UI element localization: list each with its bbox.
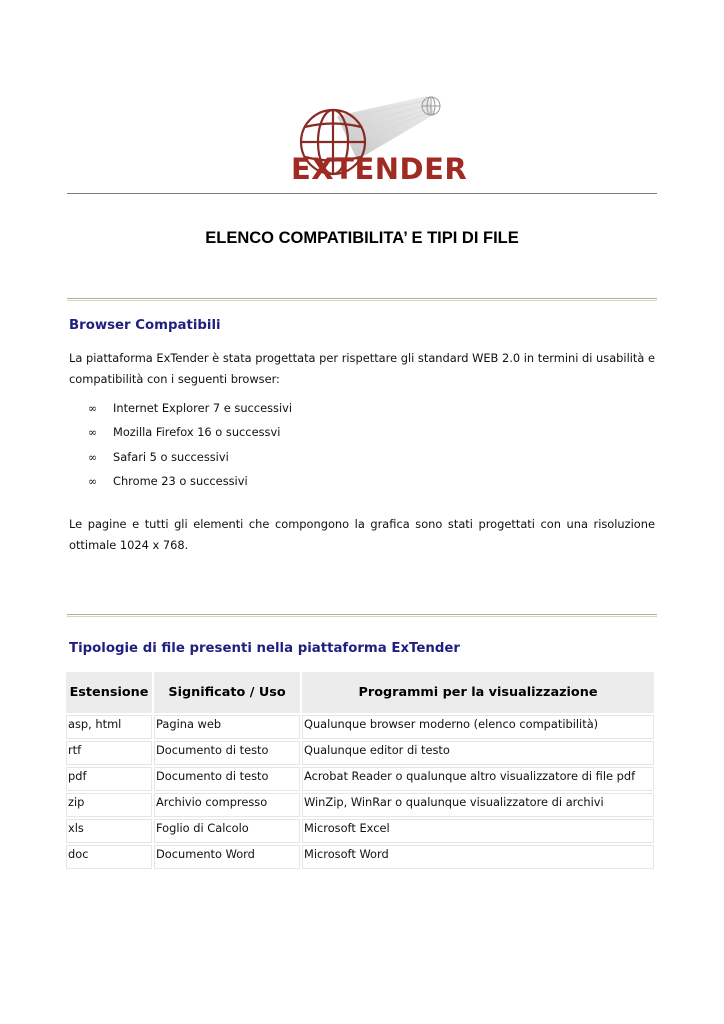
cell-programs: Microsoft Excel xyxy=(302,819,654,843)
logo-wordmark: EXTENDER xyxy=(291,152,468,186)
browser-name: Internet Explorer 7 e successivi xyxy=(113,401,293,415)
table-header-row xyxy=(66,672,654,713)
infinity-bullet-icon: ∞ xyxy=(88,474,98,488)
infinity-bullet-icon: ∞ xyxy=(88,426,98,440)
section-divider xyxy=(67,298,657,301)
cell-meaning: Foglio di Calcolo xyxy=(154,819,300,843)
cell-extension: xls xyxy=(66,819,152,843)
cell-programs: Acrobat Reader o qualunque altro visualizzatore di file pdf xyxy=(302,767,654,791)
table-row xyxy=(66,793,654,817)
browser-name: Chrome 23 o successivi xyxy=(113,473,248,488)
header-divider xyxy=(67,193,657,194)
cell-programs: Qualunque editor di testo xyxy=(302,741,654,765)
cell-programs: Qualunque browser moderno (elenco compatibilità) xyxy=(302,715,654,739)
file-types-table xyxy=(64,670,656,871)
cell-programs: WinZip, WinRar o qualunque visualizzatore di archivi xyxy=(302,793,654,817)
resolution-note: Le pagine e tutti gli elementi che compongono la grafica sono stati progettati con una risoluzione ottimale 1024 x 768. xyxy=(69,517,655,552)
cell-meaning: Archivio compresso xyxy=(154,793,300,817)
browser-name: Safari 5 o successivi xyxy=(113,449,229,464)
cell-programs: Microsoft Word xyxy=(302,845,654,869)
table-row xyxy=(66,845,654,869)
file-types-section-heading: Tipologie di file presenti nella piattaforma ExTender xyxy=(69,641,460,656)
cell-meaning: Documento di testo xyxy=(154,767,300,791)
browser-name: Mozilla Firefox 16 o successvi xyxy=(113,425,281,440)
infinity-bullet-icon: ∞ xyxy=(88,402,98,415)
column-header-programs: Programmi per la visualizzazione xyxy=(302,672,654,713)
browser-intro-paragraph: La piattaforma ExTender è stata progettata per rispettare gli standard WEB 2.0 in termini di usabilità e compatibilità con i seguenti browser: xyxy=(69,351,655,386)
table-row xyxy=(66,741,654,765)
cell-extension: zip xyxy=(66,793,152,817)
cell-extension: asp, html xyxy=(66,715,152,739)
document-title: ELENCO COMPATIBILITA’ E TIPI DI FILE xyxy=(205,229,519,247)
cell-extension: pdf xyxy=(66,767,152,791)
cell-extension: doc xyxy=(66,845,152,869)
column-header-extension: Estensione xyxy=(66,672,152,713)
section-divider xyxy=(67,614,657,617)
table-row xyxy=(66,767,654,791)
column-header-meaning: Significato / Uso xyxy=(154,672,300,713)
browser-section-heading: Browser Compatibili xyxy=(69,318,221,333)
table-row xyxy=(66,819,654,843)
cell-extension: rtf xyxy=(66,741,152,765)
cell-meaning: Documento Word xyxy=(154,845,300,869)
cell-meaning: Documento di testo xyxy=(154,741,300,765)
table-row xyxy=(66,715,654,739)
infinity-bullet-icon: ∞ xyxy=(88,450,98,464)
cell-meaning: Pagina web xyxy=(154,715,300,739)
extender-logo xyxy=(285,94,468,190)
